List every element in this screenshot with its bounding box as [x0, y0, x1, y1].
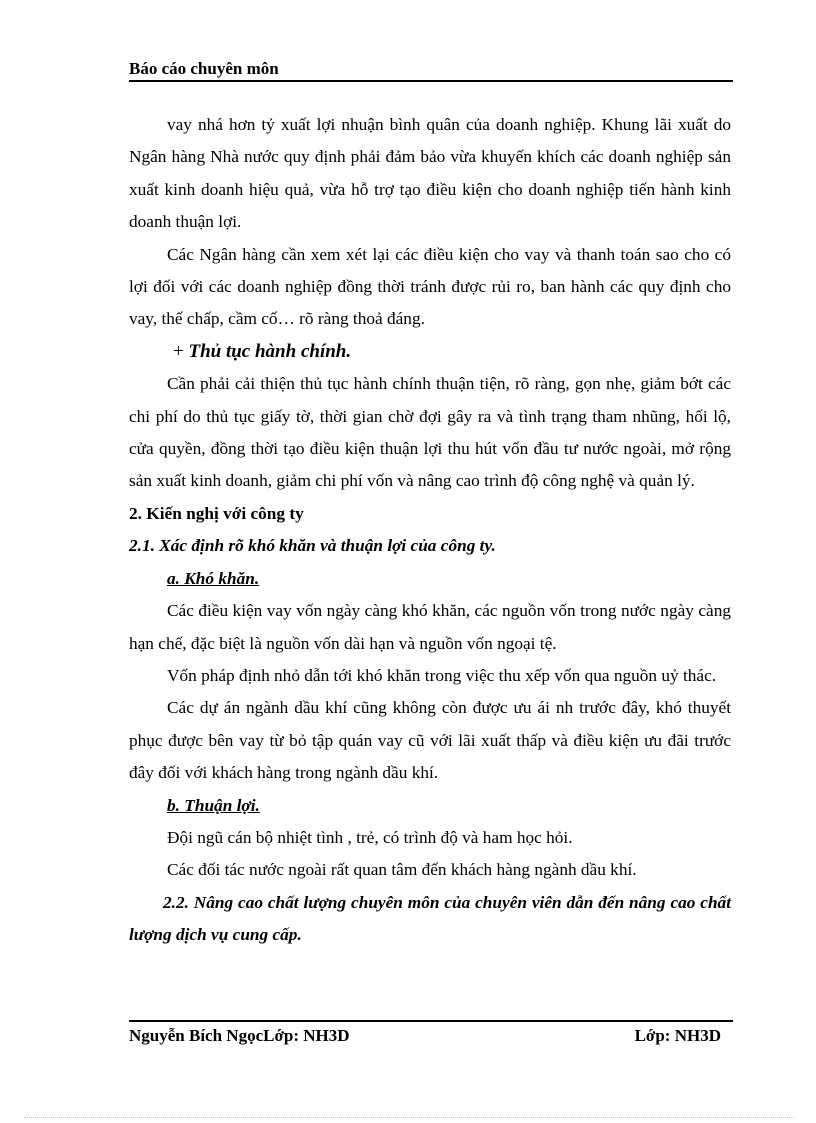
- paragraph-interest-rate: vay nhá hơn tỷ xuất lợi nhuận bình quân của doanh nghiệp. Khung lãi xuất do Ngân hàng Nhà nước quy định phải đảm bảo vừa khuyến khích các doanh nghiệp sản xuất kinh doanh hiệu quả, vừa hỗ trợ tạo điều kiện cho doanh nghiệp tiến hành kinh doanh thuận lợi.: [129, 115, 731, 232]
- paragraph-admin-procedure: Cần phải cải thiện thủ tục hành chính thuận tiện, rõ ràng, gọn nhẹ, giảm bớt các chi phí do thủ tục giấy tờ, thời gian chờ đợi gây ra và tình trạng tham nhũng, hối lộ, cửa quyền, đồng thời tạo điều kiện thuận lợi thu hút vốn đầu tư nước ngoài, mở rộng sản xuất kinh doanh, giảm chi phí vốn và nâng cao trình độ công nghệ và quản lý.: [129, 374, 731, 491]
- paragraph-bank-conditions: Các Ngân hàng cần xem xét lại các điều kiện cho vay và thanh toán sao cho có lợi đối với các doanh nghiệp đồng thời tránh được rủi ro, ban hành các quy định cho vay, thế chấp, cầm cố… rõ ràng thoả đáng.: [129, 244, 731, 329]
- section-2-1-heading: 2.1. Xác định rõ khó khăn và thuận lợi của công ty.: [129, 536, 496, 556]
- section-2-2-heading: 2.2. Nâng cao chất lượng chuyên môn của chuyên viên dẫn đến nâng cao chất lượng dịch vụ cung cấp.: [129, 892, 731, 945]
- admin-procedure-heading: [129, 336, 731, 368]
- page-bottom-divider: [24, 1117, 794, 1118]
- section-a-heading: a. Khó khăn.: [167, 568, 260, 588]
- plus-marker: +: [173, 340, 184, 362]
- admin-procedure-title: Thủ tục hành chính.: [188, 340, 352, 362]
- section-b-heading: b. Thuận lợi.: [167, 795, 260, 815]
- paragraph-legal-capital: Vốn pháp định nhỏ dẫn tới khó khăn trong việc thu xếp vốn qua nguồn uỷ thác.: [167, 665, 717, 685]
- paragraph-foreign-partners: Các đối tác nước ngoài rất quan tâm đến khách hàng ngành dầu khí.: [167, 860, 637, 880]
- page-title: Báo cáo chuyên môn: [129, 59, 279, 78]
- paragraph-oil-gas-projects: Các dự án ngành dầu khí cũng không còn được ưu ái nh trước đây, khó thuyết phục được bên vay từ bỏ tập quán vay cũ với lãi xuất thấp và điều kiện ưu đãi trước đây đối với khách hàng trong ngành dầu khí.: [129, 698, 731, 783]
- footer-author: Nguyễn Bích NgọcLớp: NH3D: [129, 1026, 350, 1045]
- paragraph-staff: Đội ngũ cán bộ nhiệt tình , trẻ, có trình độ và ham học hỏi.: [167, 827, 573, 847]
- page-header: [129, 58, 733, 82]
- document-body: [129, 109, 731, 952]
- footer-class: Lớp: NH3D: [634, 1026, 721, 1045]
- page-footer: [129, 1020, 733, 1050]
- section-2-heading: 2. Kiến nghị với công ty: [129, 503, 304, 523]
- paragraph-loan-conditions: Các điều kiện vay vốn ngày càng khó khăn, các nguồn vốn trong nước ngày càng hạn chế, đặc biệt là nguồn vốn dài hạn và nguồn vốn ngoại tệ.: [129, 601, 731, 653]
